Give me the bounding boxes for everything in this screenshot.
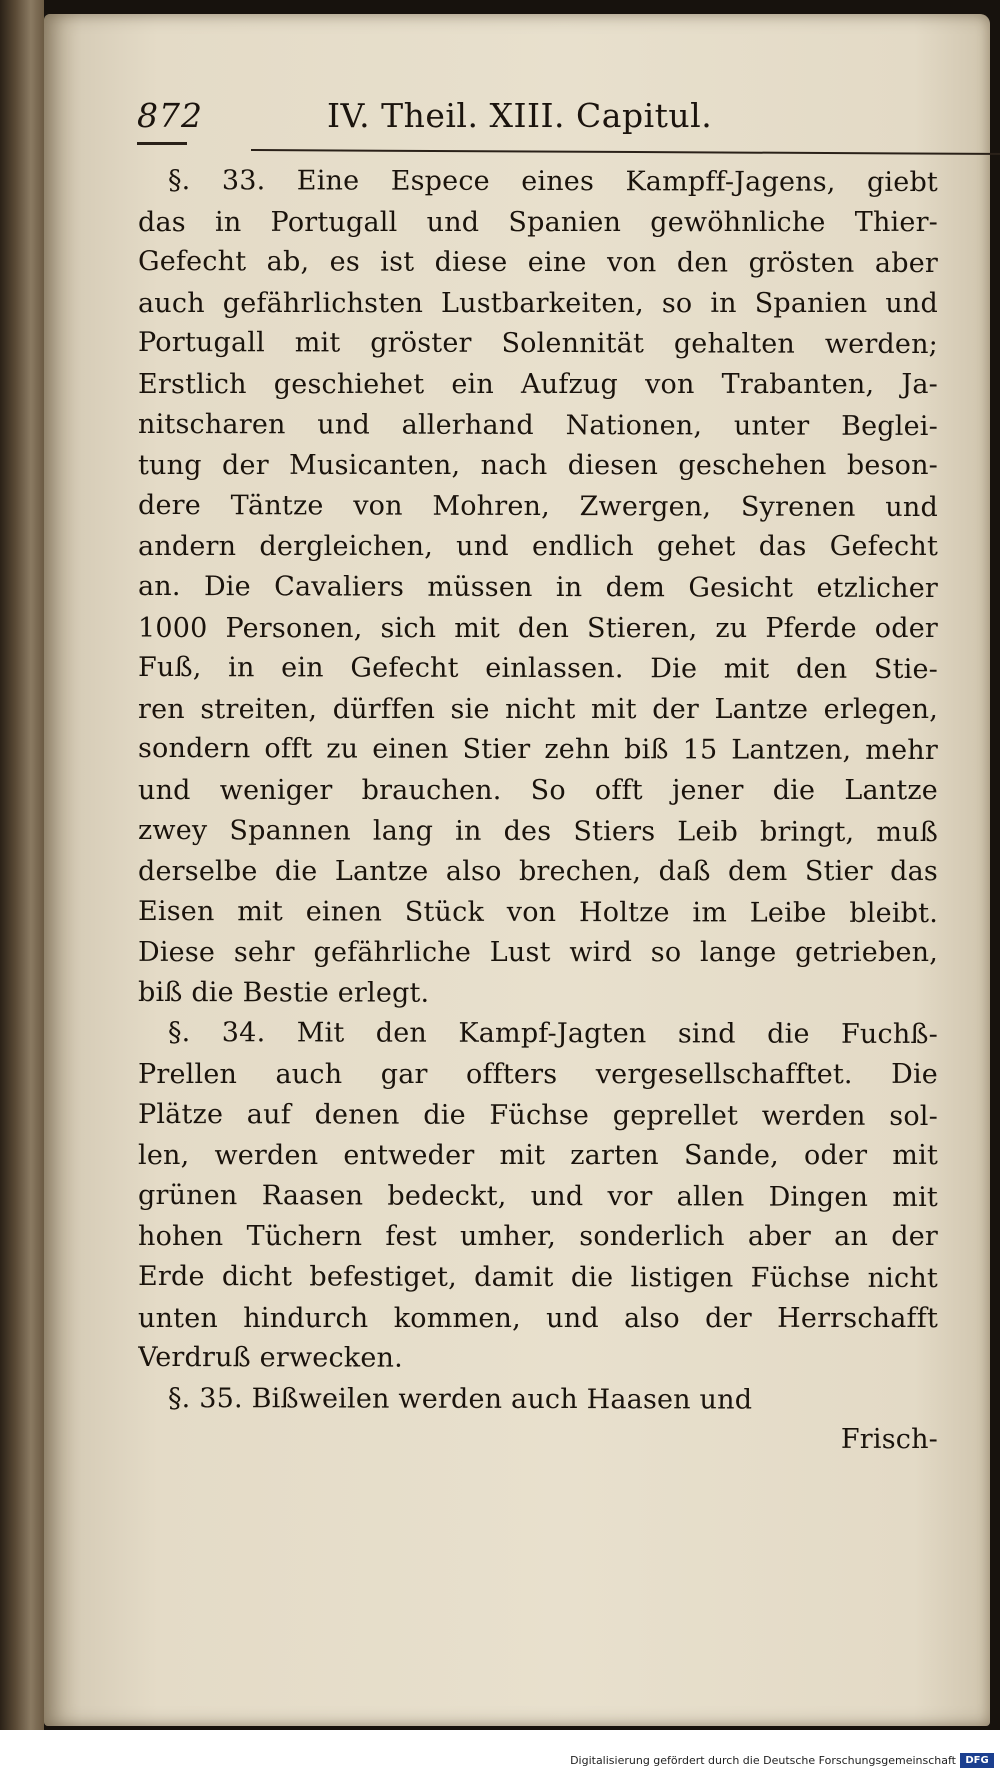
text-line: len, werden entweder mit zarten Sande, oder mit — [138, 1140, 938, 1172]
text-line: auch gefährlichsten Lustbarkeiten, so in Spanien und — [138, 287, 938, 319]
text-line: Plätze auf denen die Füchse geprellet werden sol- — [137, 1098, 939, 1132]
paragraph — [138, 1380, 938, 1421]
page-number-underline — [137, 142, 187, 145]
funding-credit: Digitalisierung gefördert durch die Deutsche Forschungsgemeinschaft — [570, 1754, 956, 1767]
text-line: tung der Musicanten, nach diesen geschehen beson- — [138, 450, 938, 482]
page-header — [91, 96, 931, 152]
body-text — [138, 162, 938, 1461]
text-line: Portugall mit gröster Solennität gehalten werden; — [137, 327, 939, 361]
text-line: das in Portugall und Spanien gewöhnliche Thier- — [138, 206, 938, 238]
text-line: andern dergleichen, und endlich gehet das Gefecht — [138, 531, 938, 563]
text-line: §. 35. Bißweilen werden auch Haasen und — [167, 1382, 753, 1416]
catchword: Frisch- — [840, 1424, 938, 1456]
text-line: Prellen auch gar offters vergesellschafftet. Die — [138, 1059, 938, 1091]
paragraph — [138, 162, 938, 1014]
text-line: §. 33. Eine Espece eines Kampff-Jagens, giebt — [167, 165, 939, 199]
book-spine-shadow — [0, 0, 44, 1730]
text-line: Verdruß erwecken. — [137, 1342, 403, 1374]
text-line: zwey Spannen lang in des Stiers Leib bringt, muß — [137, 814, 939, 848]
text-line: hohen Tüchern fest umher, sonderlich aber an der — [138, 1221, 938, 1253]
page-number: 872 — [137, 96, 203, 135]
running-head: IV. Theil. XIII. Capitul. — [327, 96, 713, 135]
paragraph — [138, 1014, 938, 1379]
text-line: Gefecht ab, es ist diese eine von den grösten aber — [137, 246, 939, 280]
text-line: sondern offt zu einen Stier zehn biß 15 Lantzen, mehr — [137, 733, 939, 767]
text-line: Diese sehr gefährliche Lust wird so lange getrieben, — [138, 937, 938, 969]
text-line: an. Die Cavaliers müssen in dem Gesicht etzlicher — [137, 570, 939, 604]
text-line: grünen Raasen bedeckt, und vor allen Dingen mit — [137, 1179, 939, 1213]
text-line: Fuß, in ein Gefecht einlassen. Die mit den Stie- — [137, 652, 939, 686]
text-line: §. 34. Mit den Kampf-Jagten sind die Fuchß- — [167, 1017, 939, 1051]
text-line: und weniger brauchen. So offt jener die Lantze — [138, 774, 938, 806]
text-line: Erstlich geschiehet ein Aufzug von Trabanten, Ja- — [138, 368, 938, 400]
text-line: ren streiten, dürffen sie nicht mit der Lantze erlegen, — [138, 693, 938, 725]
text-line: unten hindurch kommen, und also der Herrschafft — [138, 1302, 938, 1334]
text-line: dere Täntze von Mohren, Zwergen, Syrenen und — [137, 489, 939, 523]
text-line: Erde dicht befestiget, damit die listigen Füchse nicht — [137, 1260, 939, 1295]
text-line: derselbe die Lantze also brechen, daß dem Stier das — [138, 856, 938, 888]
text-line: biß die Bestie erlegt. — [137, 976, 430, 1009]
text-line: Eisen mit einen Stück von Holtze im Leibe bleibt. — [137, 895, 939, 929]
text-line: nitscharen und allerhand Nationen, unter Beglei- — [137, 408, 939, 442]
dfg-logo: DFG — [960, 1753, 994, 1768]
text-line: 1000 Personen, sich mit den Stieren, zu Pferde oder — [138, 612, 938, 644]
